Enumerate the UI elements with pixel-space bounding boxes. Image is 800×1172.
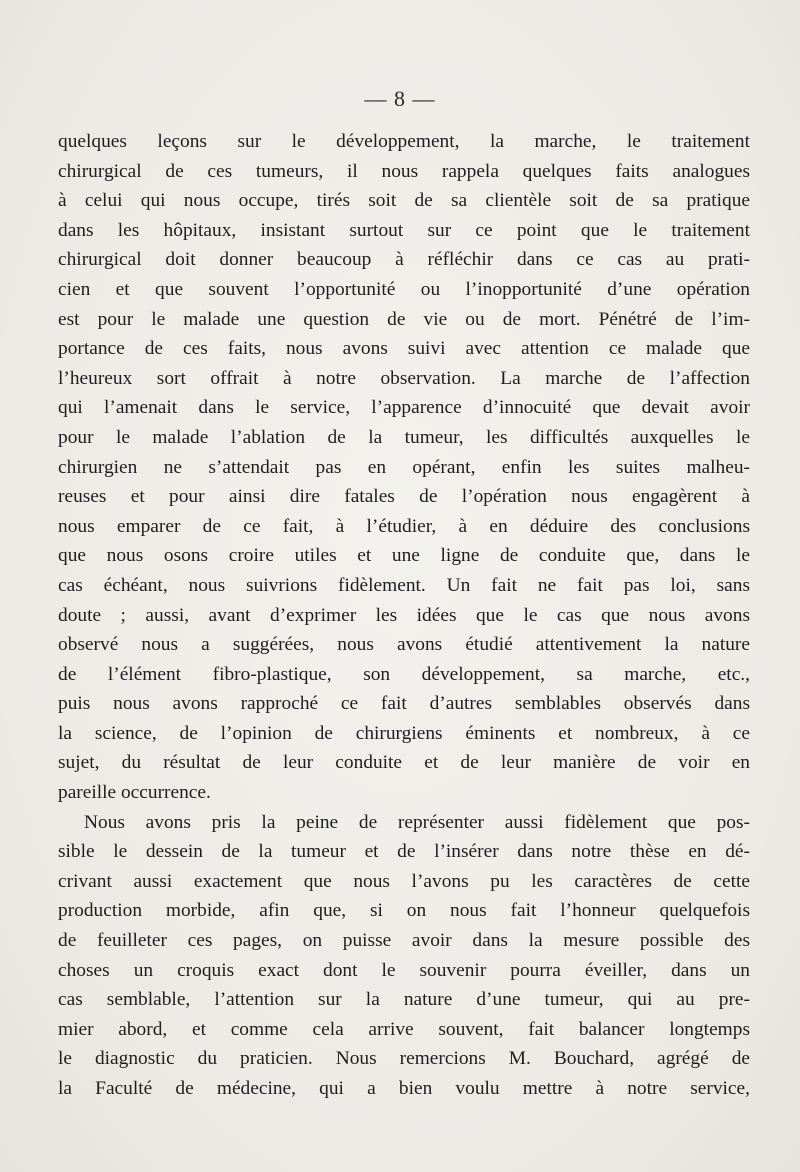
text-line: cas échéant, nous suivrions fidèlement. Un fait ne fait pas loi, sans	[58, 574, 750, 596]
text-line: dans les hôpitaux, insistant surtout sur ce point que le traitement	[58, 219, 750, 241]
text-line: sible le dessein de la tumeur et de l’insérer dans notre thèse en dé-	[58, 841, 750, 863]
text-line: mier abord, et comme cela arrive souvent, fait balancer longtemps	[58, 1018, 750, 1040]
text-line: le diagnostic du praticien. Nous remercions M. Bouchard, agrégé de	[58, 1048, 750, 1070]
text-line: choses un croquis exact dont le souvenir pourra éveiller, dans un	[58, 959, 750, 981]
text-line: de l’élément fibro-plastique, son développement, sa marche, etc.,	[58, 663, 750, 685]
text-line: la science, de l’opinion de chirurgiens éminents et nombreux, à ce	[58, 722, 750, 744]
text-line: reuses et pour ainsi dire fatales de l’opération nous engagèrent à	[58, 486, 750, 508]
body-text	[58, 127, 750, 1104]
text-line: chirurgien ne s’attendait pas en opérant, enfin les suites malheu-	[58, 456, 750, 478]
text-line: chirurgical de ces tumeurs, il nous rappela quelques faits analogues	[58, 160, 750, 182]
text-line: l’heureux sort offrait à notre observation. La marche de l’affection	[58, 367, 750, 389]
text-line: cien et que souvent l’opportunité ou l’inopportunité d’une opération	[58, 278, 750, 300]
text-line: nous emparer de ce fait, à l’étudier, à en déduire des conclusions	[58, 515, 750, 537]
text-line: cas semblable, l’attention sur la nature d’une tumeur, qui au pre-	[58, 989, 750, 1011]
text-line: sujet, du résultat de leur conduite et de leur manière de voir en	[58, 752, 750, 774]
text-line: pour le malade l’ablation de la tumeur, les difficultés auxquelles le	[58, 426, 750, 448]
text-line: portance de ces faits, nous avons suivi avec attention ce malade que	[58, 338, 750, 360]
text-line: quelques leçons sur le développement, la marche, le traitement	[58, 131, 750, 152]
paragraph-end-line: pareille occurrence.	[58, 782, 211, 804]
text-line: observé nous a suggérées, nous avons étudié attentivement la nature	[58, 634, 750, 656]
text-line: est pour le malade une question de vie ou de mort. Pénétré de l’im-	[58, 308, 750, 330]
paragraph-start-line: Nous avons pris la peine de représenter aussi fidèlement que pos-	[84, 811, 750, 833]
text-line: doute ; aussi, avant d’exprimer les idées que le cas que nous avons	[58, 604, 750, 626]
text-line: qui l’amenait dans le service, l’apparence d’innocuité que devait avoir	[58, 397, 750, 419]
text-line: la Faculté de médecine, qui a bien voulu mettre à notre service,	[58, 1078, 750, 1099]
text-line: puis nous avons rapproché ce fait d’autres semblables observés dans	[58, 693, 750, 715]
text-line: de feuilleter ces pages, on puisse avoir dans la mesure possible des	[58, 930, 750, 952]
text-line: chirurgical doit donner beaucoup à réfléchir dans ce cas au prati-	[58, 249, 750, 271]
page-number: — 8 —	[364, 86, 436, 111]
text-line: crivant aussi exactement que nous l’avons pu les caractères de cette	[58, 870, 750, 892]
text-line: que nous osons croire utiles et une ligne de conduite que, dans le	[58, 545, 750, 567]
text-line: à celui qui nous occupe, tirés soit de sa clientèle soit de sa pratique	[58, 190, 750, 212]
text-line: production morbide, afin que, si on nous fait l’honneur quelquefois	[58, 900, 750, 922]
